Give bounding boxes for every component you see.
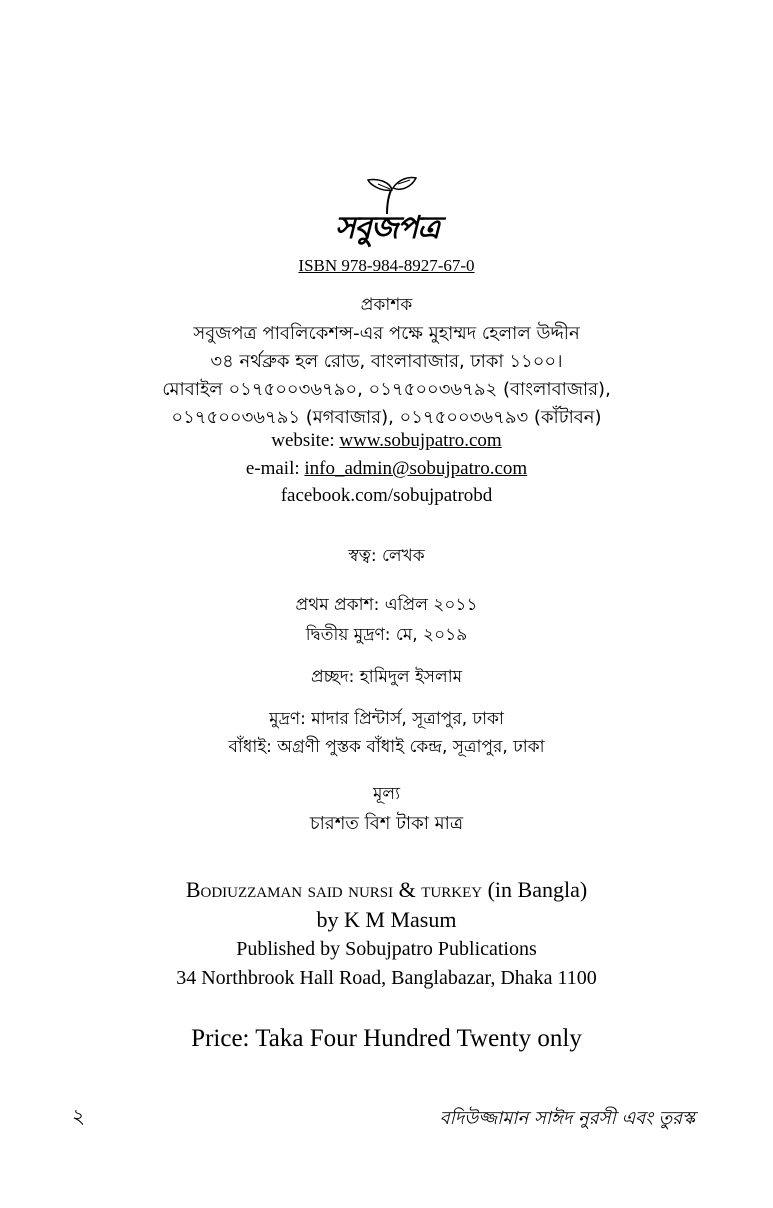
binder: বাঁধাই: অগ্রণী পুস্তক বাঁধাই কেন্দ্র, সূত্রাপুর, ঢাকা — [228, 737, 545, 757]
isbn: ISBN 978-984-8927-67-0 — [298, 256, 475, 275]
printer: মুদ্রণ: মাদার প্রিন্টার্স, সূত্রাপুর, ঢাকা — [269, 709, 504, 729]
running-title: বদিউজ্জামান সাঈদ নুরসী এবং তুরস্ক — [439, 1108, 695, 1129]
english-title-caps: Bodiuzzaman said nursi & turkey — [185, 877, 483, 902]
publisher-phone-2: ০১৭৫০০৩৬৭৯১ (মগবাজার), ০১৭৫০০৩৬৭৯৩ (কাঁটাবন) — [171, 407, 602, 428]
publisher-address: ৩৪ নর্থব্রুক হল রোড, বাংলাবাজার, ঢাকা ১১০০। — [210, 351, 563, 372]
website-line — [0, 430, 773, 452]
publisher-logo — [332, 176, 442, 250]
english-address: 34 Northbrook Hall Road, Banglabazar, Dhaka 1100 — [176, 967, 597, 989]
english-title — [0, 877, 773, 903]
price-heading-bn: মূল্য — [372, 784, 401, 804]
logo-text: সবুজপত্র — [334, 210, 440, 246]
cover-designer: প্রচ্ছদ: হামিদুল ইসলাম — [310, 667, 463, 687]
facebook-line: facebook.com/sobujpatrobd — [280, 485, 493, 506]
publisher-name: সবুজপত্র পাবলিকেশন্স-এর পক্ষে মুহাম্মদ হেলাল উদ্দীন — [193, 323, 580, 344]
email-label: e-mail: — [245, 458, 305, 479]
first-edition: প্রথম প্রকাশ: এপ্রিল ২০১১ — [295, 595, 478, 615]
english-title-suffix: (in Bangla) — [482, 877, 588, 902]
publisher-heading: প্রকাশক — [360, 295, 413, 315]
second-printing: দ্বিতীয় মুদ্রণ: মে, ২০১৯ — [305, 625, 468, 645]
email-link[interactable]: info_admin@sobujpatro.com — [304, 458, 528, 479]
english-price: Price: Taka Four Hundred Twenty only — [191, 1025, 582, 1052]
english-author: by K M Masum — [316, 907, 457, 932]
price-value-bn: চারশত বিশ টাকা মাত্র — [309, 813, 464, 834]
website-link[interactable]: www.sobujpatro.com — [339, 430, 502, 451]
email-line — [0, 458, 773, 480]
publisher-phone-1: মোবাইল ০১৭৫০০৩৬৭৯০, ০১৭৫০০৩৬৭৯২ (বাংলাবাজার), — [162, 379, 611, 400]
page-number: ২ — [72, 1104, 86, 1128]
copyright: স্বত্ব: লেখক — [348, 546, 425, 566]
english-published-by: Published by Sobujpatro Publications — [236, 938, 537, 960]
website-label: website: — [271, 430, 340, 451]
